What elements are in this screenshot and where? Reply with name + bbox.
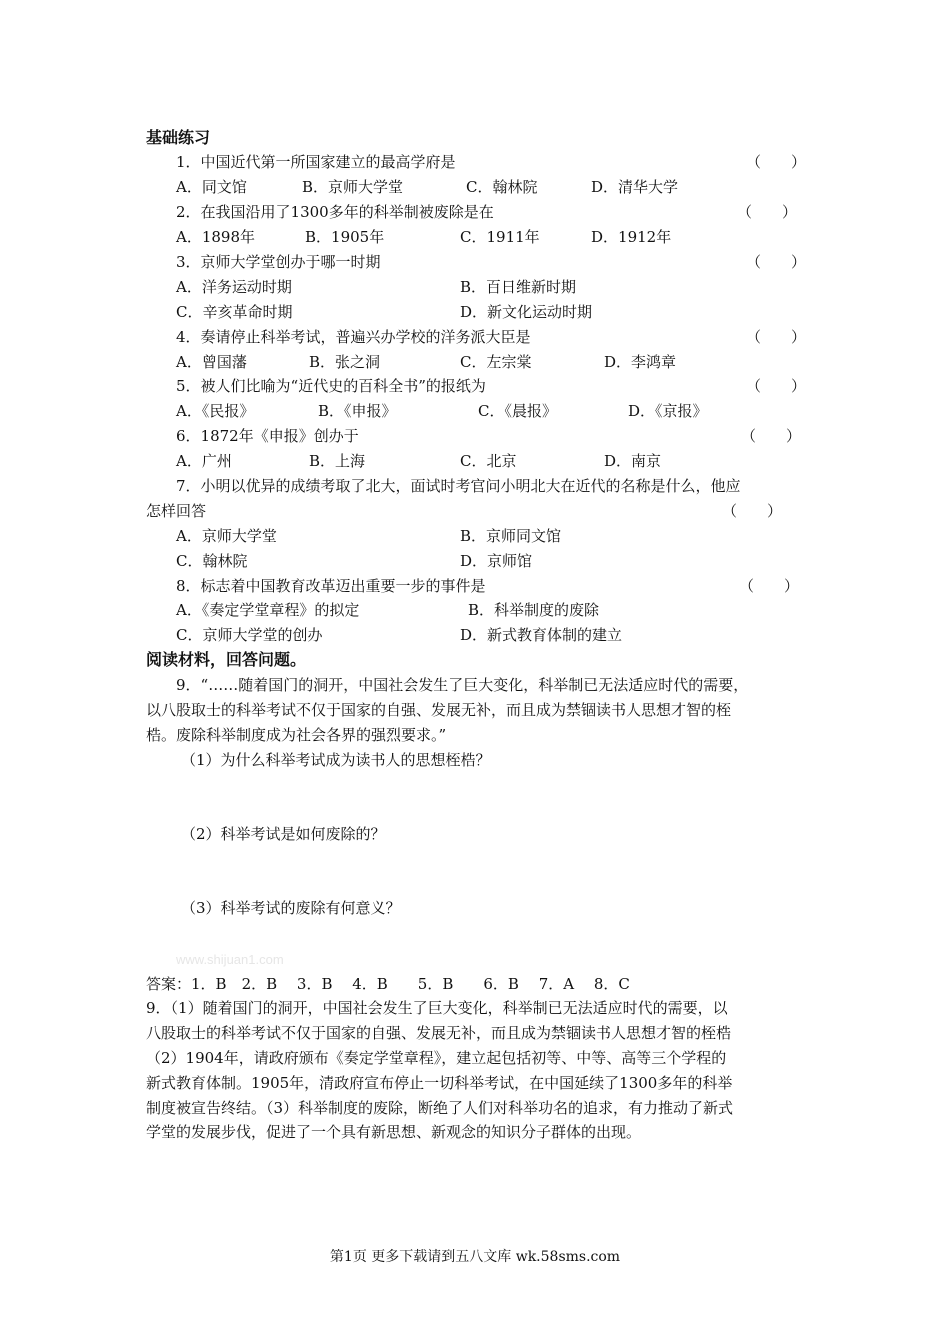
question-6-option-b: B．上海: [309, 452, 366, 470]
answers-line-4: （2）1904年，请政府颁布《奏定学堂章程》，建立起包括初等、中等、高等三个学程的: [146, 1049, 727, 1067]
question-3-bracket: （ ）: [746, 253, 807, 271]
question-8-option-b: B．科举制度的废除: [468, 601, 600, 619]
question-3-option-b: B．百日维新时期: [460, 278, 577, 296]
question-1-option-a: A．同文馆: [176, 178, 247, 196]
answers-line-5: 新式教育体制。1905年，清政府宣布停止一切科举考试，在中国延续了1300多年的科举: [146, 1074, 733, 1092]
question-2-stem: 2．在我国沿用了1300多年的科举制被废除是在: [176, 203, 494, 221]
question-2-bracket: （ ）: [737, 203, 798, 221]
question-5-option-c: C．《晨报》: [478, 402, 557, 420]
question-8-option-d: D．新式教育体制的建立: [460, 626, 623, 644]
question-7-option-b: B．京师同文馆: [460, 527, 562, 545]
question-9-material-line-3: 梏。废除科举制度成为社会各界的强烈要求。”: [146, 726, 447, 744]
question-2-option-d: D．1912年: [591, 228, 672, 246]
question-6-stem: 6．1872年《申报》创办于: [176, 427, 359, 445]
question-4-bracket: （ ）: [746, 328, 807, 346]
question-1-bracket: （ ）: [746, 153, 807, 171]
question-4-option-a: A．曾国藩: [176, 353, 247, 371]
question-5-stem: 5．被人们比喻为“近代史的百科全书”的报纸为: [176, 377, 486, 395]
question-1-option-c: C．翰林院: [466, 178, 538, 196]
question-6-option-a: A．广州: [176, 452, 232, 470]
question-9-material-line-2: 以八股取士的科举考试不仅于国家的自强、发展无补，而且成为禁锢读书人思想才智的桎: [146, 701, 732, 719]
answers-line-1: 答案：1．B 2．B 3．B 4．B 5．B 6．B 7．A 8．C: [146, 975, 630, 993]
question-2-option-c: C．1911年: [460, 228, 540, 246]
question-3-option-d: D．新文化运动时期: [460, 303, 593, 321]
question-5-bracket: （ ）: [746, 377, 807, 395]
question-2-option-b: B．1905年: [305, 228, 385, 246]
question-9-sub-3: （3）科举考试的废除有何意义？: [181, 899, 401, 917]
question-7-option-d: D．京师馆: [460, 552, 533, 570]
question-5-option-b: B．《申报》: [318, 402, 397, 420]
question-3-option-a: A．洋务运动时期: [176, 278, 292, 296]
question-7-option-a: A．京师大学堂: [176, 527, 277, 545]
watermark-text: www.shijuan1.com: [176, 952, 284, 967]
section-title-reading: 阅读材料，回答问题。: [146, 650, 307, 669]
page-footer: 第1页 更多下载请到五八文库 wk.58sms.com: [329, 1249, 621, 1265]
question-7-bracket: （ ）: [722, 502, 783, 520]
question-1-option-b: B．京师大学堂: [302, 178, 404, 196]
question-1-stem: 1．中国近代第一所国家建立的最高学府是: [176, 153, 456, 171]
question-8-stem: 8．标志着中国教育改革迈出重要一步的事件是: [176, 577, 486, 595]
question-1-option-d: D．清华大学: [591, 178, 679, 196]
answers-line-6: 制度被宣告终结。（3）科举制度的废除，断绝了人们对科举功名的追求，有力推动了新式: [146, 1099, 734, 1117]
question-6-option-d: D．南京: [604, 452, 662, 470]
question-6-bracket: （ ）: [741, 427, 802, 445]
answers-line-2: 9．（1）随着国门的洞开，中国社会发生了巨大变化，科举制已无法适应时代的需要，以: [146, 999, 728, 1017]
question-2-option-a: A．1898年: [176, 228, 256, 246]
question-9-material-line-1: 9．“……随着国门的洞开，中国社会发生了巨大变化，科举制已无法适应时代的需要，: [176, 676, 749, 694]
question-8-bracket: （ ）: [739, 577, 800, 595]
question-5-option-d: D．《京报》: [628, 402, 708, 420]
question-4-option-c: C．左宗棠: [460, 353, 532, 371]
question-7-stem-line-1: 7．小明以优异的成绩考取了北大，面试时考官问小明北大在近代的名称是什么，他应: [176, 477, 741, 495]
question-8-option-c: C．京师大学堂的创办: [176, 626, 323, 644]
question-3-stem: 3．京师大学堂创办于哪一时期: [176, 253, 381, 271]
question-4-stem: 4．奏请停止科举考试，普遍兴办学校的洋务派大臣是: [176, 328, 531, 346]
question-7-stem-line-2: 怎样回答: [146, 502, 207, 520]
question-8-option-a: A．《奏定学堂章程》的拟定: [176, 601, 360, 619]
question-9-sub-1: （1）为什么科举考试成为读书人的思想桎梏？: [181, 751, 491, 769]
question-9-sub-2: （2）科举考试是如何废除的？: [181, 825, 386, 843]
question-7-option-c: C．翰林院: [176, 552, 248, 570]
question-4-option-d: D．李鸿章: [604, 353, 677, 371]
question-3-option-c: C．辛亥革命时期: [176, 303, 293, 321]
question-4-option-b: B．张之洞: [309, 353, 381, 371]
section-title-basic-practice: 基础练习: [146, 128, 211, 147]
answers-line-7: 学堂的发展步伐，促进了一个具有新思想、新观念的知识分子群体的出现。: [146, 1123, 642, 1141]
question-6-option-c: C．北京: [460, 452, 517, 470]
answers-line-3: 八股取士的科举考试不仅于国家的自强、发展无补，而且成为禁锢读书人思想才智的桎梏: [146, 1024, 732, 1042]
question-5-option-a: A．《民报》: [176, 402, 255, 420]
